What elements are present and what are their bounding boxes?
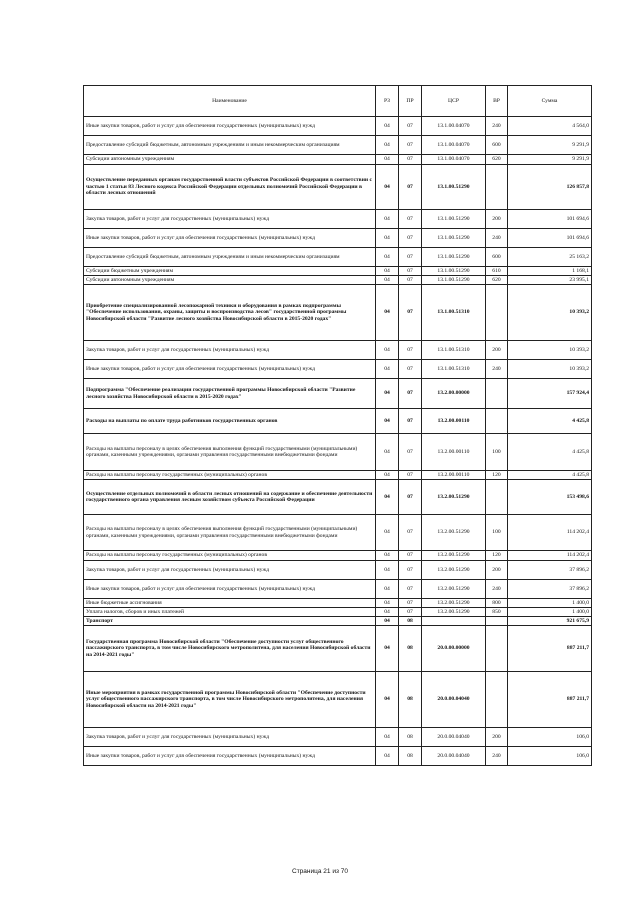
cell-csr: 13.1.00.51290 <box>422 248 486 267</box>
table-row <box>84 580 592 599</box>
cell-sum: 4 425,8 <box>508 409 592 434</box>
cell-pr: 07 <box>399 409 422 434</box>
cell-csr: 20.0.00.04040 <box>422 728 486 747</box>
cell-name: Иные бюджетные ассигнования <box>84 599 376 608</box>
cell-csr: 13.1.00.04070 <box>422 117 486 136</box>
cell-name: Иные мероприятия в рамках государственной программы Новосибирской области "Обеспечение доступности услуг общественного пассажирского транспорта, в том числе Новосибирского метрополитена, для населения Новосибирской области на 2014-2021 годы" <box>84 672 376 728</box>
cell-sum: 157 924,4 <box>508 379 592 409</box>
cell-pr: 07 <box>399 117 422 136</box>
cell-rz: 04 <box>376 617 399 626</box>
table-row <box>84 728 592 747</box>
cell-name: Закупка товаров, работ и услуг для государственных (муниципальных) нужд <box>84 341 376 360</box>
cell-rz: 04 <box>376 117 399 136</box>
table-row <box>84 276 592 285</box>
table-row <box>84 210 592 229</box>
table-row <box>84 267 592 276</box>
cell-vr: 620 <box>486 155 508 165</box>
cell-sum: 9 291,9 <box>508 155 592 165</box>
cell-pr: 07 <box>399 580 422 599</box>
cell-vr: 100 <box>486 515 508 551</box>
table-row <box>84 285 592 341</box>
cell-vr <box>486 379 508 409</box>
cell-pr: 07 <box>399 285 422 341</box>
cell-sum: 25 163,2 <box>508 248 592 267</box>
cell-pr: 07 <box>399 248 422 267</box>
cell-csr: 20.0.00.04040 <box>422 672 486 728</box>
cell-vr: 240 <box>486 747 508 766</box>
cell-name: Уплата налогов, сборов и иных платежей <box>84 608 376 617</box>
cell-sum: 4 425,8 <box>508 471 592 480</box>
table-row <box>84 561 592 580</box>
cell-name: Осуществление переданных органам государственной власти субъектов Российской Федерации в соответствии с частью 1 статьи 83 Лесного кодекса Российской Федерации отдельных полномочий Российской Федерации в области лесных отношений <box>84 165 376 210</box>
header-csr: ЦСР <box>422 86 486 117</box>
cell-csr: 13.2.00.00110 <box>422 434 486 471</box>
table-row <box>84 360 592 379</box>
table-row <box>84 747 592 766</box>
cell-csr: 13.1.00.51290 <box>422 276 486 285</box>
cell-pr: 08 <box>399 672 422 728</box>
cell-sum: 37 896,2 <box>508 561 592 580</box>
cell-rz: 04 <box>376 229 399 248</box>
cell-rz: 04 <box>376 267 399 276</box>
cell-name: Подпрограмма "Обеспечение реализации государственной программы Новосибирской области "Развитие лесного хозяйства Новосибирской области в 2015-2020 годах" <box>84 379 376 409</box>
cell-csr: 13.1.00.51290 <box>422 210 486 229</box>
cell-rz: 04 <box>376 728 399 747</box>
table-row <box>84 434 592 471</box>
cell-pr: 07 <box>399 379 422 409</box>
cell-name: Субсидии бюджетным учреждениям <box>84 267 376 276</box>
cell-rz: 04 <box>376 561 399 580</box>
cell-name: Расходы на выплаты персоналу государственных (муниципальных) органов <box>84 551 376 561</box>
table-row <box>84 551 592 561</box>
table-row <box>84 672 592 728</box>
cell-rz: 04 <box>376 626 399 672</box>
cell-pr: 07 <box>399 480 422 515</box>
cell-rz: 04 <box>376 379 399 409</box>
cell-vr: 800 <box>486 599 508 608</box>
cell-name: Субсидии автономным учреждениям <box>84 155 376 165</box>
cell-csr: 13.1.00.51290 <box>422 229 486 248</box>
cell-sum: 887 211,7 <box>508 626 592 672</box>
cell-csr <box>422 617 486 626</box>
header-rz: РЗ <box>376 86 399 117</box>
cell-csr: 13.1.00.51310 <box>422 285 486 341</box>
cell-vr: 100 <box>486 434 508 471</box>
cell-sum: 126 857,8 <box>508 165 592 210</box>
cell-name: Иные закупки товаров, работ и услуг для обеспечения государственных (муниципальных) нужд <box>84 360 376 379</box>
cell-csr: 13.1.00.04070 <box>422 155 486 165</box>
cell-pr: 07 <box>399 165 422 210</box>
cell-sum: 23 995,1 <box>508 276 592 285</box>
table-row <box>84 248 592 267</box>
cell-csr: 20.0.00.04040 <box>422 747 486 766</box>
cell-sum: 9 291,9 <box>508 136 592 155</box>
cell-pr: 07 <box>399 551 422 561</box>
cell-csr: 20.0.00.00000 <box>422 626 486 672</box>
cell-rz: 04 <box>376 480 399 515</box>
cell-name: Расходы на выплаты персоналу в целях обеспечения выполнения функций государственными (муниципальными) органами, казенными учреждениями, органами управления государственными внебюджетными фондами <box>84 434 376 471</box>
page-number: Страница 21 из 70 <box>292 868 348 875</box>
cell-name: Государственная программа Новосибирской области "Обеспечение доступности услуг общественного пассажирского транспорта, в том числе Новосибирского метрополитена, для населения Новосибирской области на 2014-2021 годы" <box>84 626 376 672</box>
table-row <box>84 379 592 409</box>
cell-rz: 04 <box>376 434 399 471</box>
table-row <box>84 136 592 155</box>
cell-rz: 04 <box>376 210 399 229</box>
cell-pr: 08 <box>399 617 422 626</box>
cell-vr: 200 <box>486 728 508 747</box>
cell-name: Закупка товаров, работ и услуг для государственных (муниципальных) нужд <box>84 210 376 229</box>
cell-csr: 13.2.00.51290 <box>422 561 486 580</box>
cell-sum: 887 211,7 <box>508 672 592 728</box>
cell-sum: 1 168,1 <box>508 267 592 276</box>
cell-csr: 13.2.00.51290 <box>422 515 486 551</box>
cell-vr: 240 <box>486 360 508 379</box>
table-row <box>84 608 592 617</box>
table-body <box>84 117 592 766</box>
cell-pr: 08 <box>399 747 422 766</box>
table-row <box>84 341 592 360</box>
cell-name: Субсидии автономным учреждениям <box>84 276 376 285</box>
table-row <box>84 409 592 434</box>
cell-pr: 07 <box>399 561 422 580</box>
cell-rz: 04 <box>376 285 399 341</box>
cell-sum: 921 675,9 <box>508 617 592 626</box>
cell-rz: 04 <box>376 471 399 480</box>
table-row <box>84 626 592 672</box>
cell-name: Приобретение специализированной лесопожарной техники и оборудования в рамках подпрограммы "Обеспечение использования, охраны, защиты и воспроизводства лесов" государственной программы Новосибирской области "Развитие лесного хозяйства Новосибирской области в 2015-2020 годах" <box>84 285 376 341</box>
cell-vr: 120 <box>486 551 508 561</box>
table-row <box>84 155 592 165</box>
cell-rz: 04 <box>376 360 399 379</box>
cell-vr <box>486 617 508 626</box>
cell-rz: 04 <box>376 165 399 210</box>
header-name: Наименование <box>84 86 376 117</box>
cell-vr <box>486 409 508 434</box>
table-row <box>84 471 592 480</box>
cell-vr <box>486 285 508 341</box>
cell-vr: 600 <box>486 136 508 155</box>
cell-pr: 08 <box>399 626 422 672</box>
cell-csr: 13.2.00.00110 <box>422 409 486 434</box>
cell-name: Иные закупки товаров, работ и услуг для обеспечения государственных (муниципальных) нужд <box>84 229 376 248</box>
cell-vr <box>486 480 508 515</box>
cell-sum: 106,0 <box>508 728 592 747</box>
cell-pr: 07 <box>399 155 422 165</box>
cell-sum: 114 202,4 <box>508 551 592 561</box>
cell-rz: 04 <box>376 155 399 165</box>
cell-csr: 13.2.00.00000 <box>422 379 486 409</box>
cell-csr: 13.1.00.51290 <box>422 165 486 210</box>
cell-pr: 07 <box>399 136 422 155</box>
cell-pr: 07 <box>399 276 422 285</box>
budget-table <box>83 85 592 766</box>
cell-pr: 07 <box>399 608 422 617</box>
cell-csr: 13.2.00.00110 <box>422 471 486 480</box>
cell-vr: 240 <box>486 117 508 136</box>
cell-sum: 10 393,2 <box>508 360 592 379</box>
cell-rz: 04 <box>376 551 399 561</box>
table-header-row <box>84 86 592 117</box>
cell-rz: 04 <box>376 409 399 434</box>
table-row <box>84 117 592 136</box>
cell-sum: 1 400,0 <box>508 608 592 617</box>
table-row <box>84 515 592 551</box>
cell-csr: 13.2.00.51290 <box>422 480 486 515</box>
cell-csr: 13.1.00.51290 <box>422 267 486 276</box>
cell-rz: 04 <box>376 672 399 728</box>
cell-name: Предоставление субсидий бюджетным, автономным учреждениям и иным некоммерческим организациям <box>84 248 376 267</box>
cell-pr: 07 <box>399 434 422 471</box>
cell-rz: 04 <box>376 136 399 155</box>
cell-name: Закупка товаров, работ и услуг для государственных (муниципальных) нужд <box>84 561 376 580</box>
cell-rz: 04 <box>376 341 399 360</box>
cell-rz: 04 <box>376 248 399 267</box>
header-vr: ВР <box>486 86 508 117</box>
cell-rz: 04 <box>376 515 399 551</box>
cell-vr: 240 <box>486 580 508 599</box>
cell-csr: 13.1.00.51310 <box>422 341 486 360</box>
header-pr: ПР <box>399 86 422 117</box>
header-sum: Сумма <box>508 86 592 117</box>
cell-vr: 850 <box>486 608 508 617</box>
cell-name: Закупка товаров, работ и услуг для государственных (муниципальных) нужд <box>84 728 376 747</box>
cell-sum: 10 393,2 <box>508 285 592 341</box>
cell-vr: 610 <box>486 267 508 276</box>
cell-rz: 04 <box>376 747 399 766</box>
cell-sum: 4 425,8 <box>508 434 592 471</box>
cell-vr: 200 <box>486 210 508 229</box>
cell-csr: 13.2.00.51290 <box>422 580 486 599</box>
cell-vr: 600 <box>486 248 508 267</box>
cell-csr: 13.1.00.51310 <box>422 360 486 379</box>
cell-sum: 4 564,0 <box>508 117 592 136</box>
cell-name: Расходы на выплаты персоналу государственных (муниципальных) органов <box>84 471 376 480</box>
cell-name: Расходы на выплаты по оплате труда работников государственных органов <box>84 409 376 434</box>
cell-sum: 106,0 <box>508 747 592 766</box>
cell-pr: 07 <box>399 599 422 608</box>
cell-name: Иные закупки товаров, работ и услуг для обеспечения государственных (муниципальных) нужд <box>84 747 376 766</box>
cell-name: Транспорт <box>84 617 376 626</box>
cell-csr: 13.2.00.51290 <box>422 551 486 561</box>
cell-sum: 37 896,2 <box>508 580 592 599</box>
cell-sum: 101 694,6 <box>508 210 592 229</box>
table-row <box>84 599 592 608</box>
cell-name: Предоставление субсидий бюджетным, автономным учреждениям и иным некоммерческим организациям <box>84 136 376 155</box>
cell-vr <box>486 165 508 210</box>
cell-pr: 07 <box>399 471 422 480</box>
cell-sum: 153 498,6 <box>508 480 592 515</box>
cell-vr: 200 <box>486 341 508 360</box>
cell-vr: 120 <box>486 471 508 480</box>
cell-sum: 10 393,2 <box>508 341 592 360</box>
cell-name: Иные закупки товаров, работ и услуг для обеспечения государственных (муниципальных) нужд <box>84 580 376 599</box>
cell-name: Расходы на выплаты персоналу в целях обеспечения выполнения функций государственными (муниципальными) органами, казенными учреждениями, органами управления государственными внебюджетными фондами <box>84 515 376 551</box>
cell-pr: 08 <box>399 728 422 747</box>
cell-vr <box>486 672 508 728</box>
cell-rz: 04 <box>376 608 399 617</box>
cell-rz: 04 <box>376 580 399 599</box>
cell-pr: 07 <box>399 210 422 229</box>
cell-vr: 200 <box>486 561 508 580</box>
cell-sum: 101 694,6 <box>508 229 592 248</box>
cell-vr: 620 <box>486 276 508 285</box>
cell-sum: 1 400,0 <box>508 599 592 608</box>
cell-csr: 13.1.00.04070 <box>422 136 486 155</box>
table-row <box>84 165 592 210</box>
cell-csr: 13.2.00.51290 <box>422 599 486 608</box>
cell-rz: 04 <box>376 276 399 285</box>
cell-vr: 240 <box>486 229 508 248</box>
cell-vr <box>486 626 508 672</box>
table-row <box>84 480 592 515</box>
cell-name: Иные закупки товаров, работ и услуг для обеспечения государственных (муниципальных) нужд <box>84 117 376 136</box>
cell-pr: 07 <box>399 360 422 379</box>
cell-pr: 07 <box>399 267 422 276</box>
cell-sum: 114 202,4 <box>508 515 592 551</box>
cell-csr: 13.2.00.51290 <box>422 608 486 617</box>
cell-rz: 04 <box>376 599 399 608</box>
cell-pr: 07 <box>399 341 422 360</box>
cell-pr: 07 <box>399 515 422 551</box>
cell-name: Осуществление отдельных полномочий в области лесных отношений на содержание и обеспечение деятельности государственного органа управления лесным хозяйством субъекта Российской Федерации <box>84 480 376 515</box>
cell-pr: 07 <box>399 229 422 248</box>
table-row <box>84 617 592 626</box>
table-row <box>84 229 592 248</box>
